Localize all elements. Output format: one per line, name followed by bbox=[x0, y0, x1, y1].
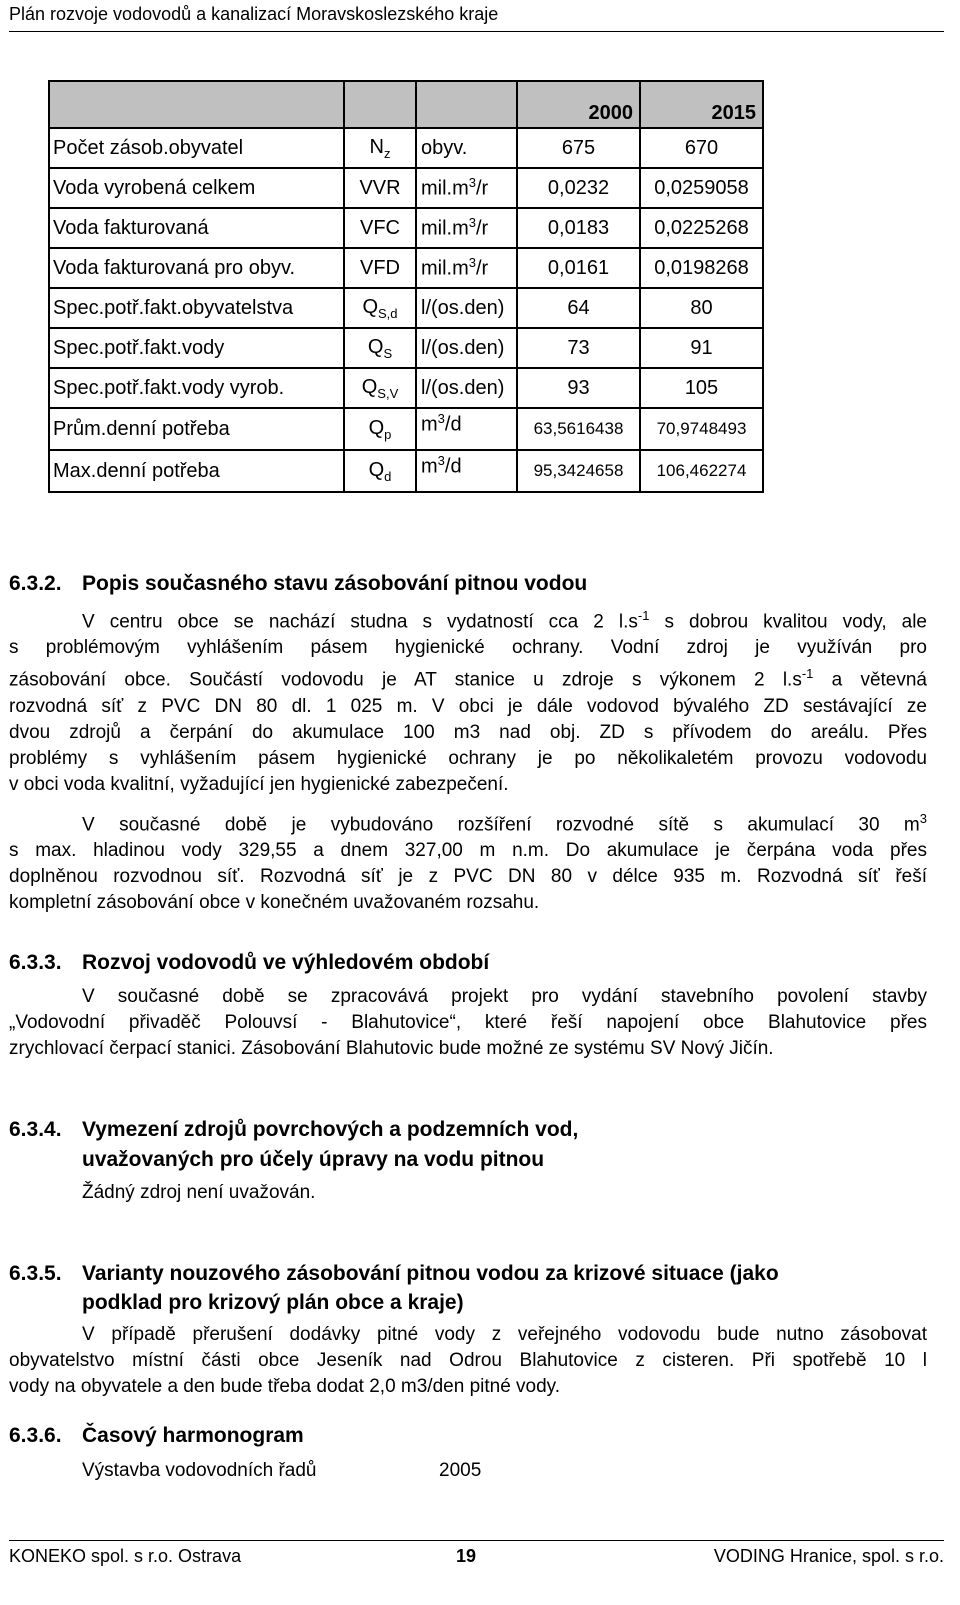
value-2000: 64 bbox=[517, 288, 640, 328]
section-number: 6.3.5. bbox=[9, 1262, 62, 1285]
table-header-row bbox=[49, 81, 763, 128]
section-text bbox=[9, 984, 927, 1062]
section-title: Varianty nouzového zásobování pitnou vodou za krizové situace (jako bbox=[82, 1262, 779, 1285]
text-line: V současné době se zpracovává projekt pro vydání stavebního povolení stavby bbox=[82, 986, 927, 1007]
text-line: v obci voda kvalitní, vyžadující jen hygienické zabezpečení. bbox=[9, 773, 509, 795]
section-text bbox=[9, 603, 927, 916]
section-number: 6.3.3. bbox=[9, 951, 62, 974]
row-symbol: $Q_{S,d}$ bbox=[344, 288, 416, 328]
section-heading-continued bbox=[9, 1148, 544, 1172]
text-line: „Vodovodní přivaděč Polouvsí - Blahutovice“, které řeší napojení obce Blahutovice přes bbox=[9, 1012, 927, 1033]
section-heading bbox=[9, 572, 587, 596]
text-line bbox=[9, 1458, 927, 1484]
text-line: s max. hladinou vody 329,55 a dnem 327,00 m n.m. Do akumulace je čerpána voda přes bbox=[9, 839, 927, 861]
row-symbol: $Q_S$ bbox=[344, 328, 416, 368]
text-line: kompletní zásobování obce v konečném uvažovaném rozsahu. bbox=[9, 891, 540, 913]
section-title: Popis současného stavu zásobování pitnou vodou bbox=[82, 572, 588, 595]
row-unit: $mil.m^3/r$ bbox=[416, 248, 517, 288]
row-unit: l/(os.den) bbox=[416, 328, 517, 368]
value-2015: 91 bbox=[640, 328, 763, 368]
value-2000: 95,3424658 bbox=[517, 450, 640, 492]
schedule-item-year: 2005 bbox=[439, 1460, 482, 1481]
text-line: dvou zdrojů a čerpání do akumulace 100 m3 nad obj. ZD s přívodem do areálu. Přes bbox=[9, 721, 927, 743]
row-label: Spec.potř.fakt.obyvatelstva bbox=[49, 288, 344, 328]
value-2000: 63,5616438 bbox=[517, 408, 640, 450]
header-cell-empty bbox=[416, 81, 517, 128]
table-row bbox=[49, 168, 763, 208]
row-symbol: $Q_p$ bbox=[344, 408, 416, 450]
row-label: Spec.potř.fakt.vody bbox=[49, 328, 344, 368]
section-heading-continued bbox=[9, 1291, 464, 1315]
text-line: problémy s vyhlášením pásem hygienické ochrany je po několikaletém provozu vodovodu bbox=[9, 747, 927, 769]
footer-right: VODING Hranice, spol. s r.o. bbox=[713, 1546, 944, 1566]
value-2015: 0,0259058 bbox=[640, 168, 763, 208]
text-line: s problémovým vyhlášením pásem hygienické ochrany. Vodní zdroj je využíván pro bbox=[9, 637, 927, 659]
section-heading bbox=[9, 1262, 779, 1286]
table-row bbox=[49, 128, 763, 168]
value-2000: 0,0161 bbox=[517, 248, 640, 288]
row-label: Počet zásob.obyvatel bbox=[49, 128, 344, 168]
row-unit: obyv. bbox=[416, 128, 517, 168]
text-line: doplněnou rozvodnou síť. Rozvodná síť je z PVC DN 80 v délce 935 m. Rozvodná síť řeší bbox=[9, 865, 927, 887]
value-2000: 93 bbox=[517, 368, 640, 408]
value-2000: 0,0183 bbox=[517, 208, 640, 248]
row-symbol: $Q_{S,V}$ bbox=[344, 368, 416, 408]
value-2015: 70,9748493 bbox=[640, 408, 763, 450]
value-2015: 80 bbox=[640, 288, 763, 328]
section-heading bbox=[9, 1424, 304, 1448]
value-2000: 0,0232 bbox=[517, 168, 640, 208]
value-2015: 105 bbox=[640, 368, 763, 408]
schedule-item bbox=[9, 1458, 927, 1484]
value-2000: 73 bbox=[517, 328, 640, 368]
section-number: 6.3.6. bbox=[9, 1424, 62, 1447]
table-row bbox=[49, 408, 763, 450]
text-line: zrychlovací čerpací stanici. Zásobování Blahutovic bude možné ze systému SV Nový Jičín. bbox=[9, 1038, 774, 1059]
table-row bbox=[49, 328, 763, 368]
page-header-title: Plán rozvoje vodovodů a kanalizací Moravskoslezského kraje bbox=[9, 4, 499, 24]
row-unit: l/(os.den) bbox=[416, 368, 517, 408]
header-cell-empty bbox=[49, 81, 344, 128]
section-title: Vymezení zdrojů povrchových a podzemních vod, bbox=[82, 1118, 579, 1141]
row-label: Voda vyrobená celkem bbox=[49, 168, 344, 208]
value-2015: 0,0198268 bbox=[640, 248, 763, 288]
section-number: 6.3.4. bbox=[9, 1118, 62, 1141]
text-line: V případě přerušení dodávky pitné vody z veřejného vodovodu bude nutno zásobovat bbox=[82, 1324, 927, 1345]
table-row bbox=[49, 450, 763, 492]
text-line: Žádný zdroj není uvažován. bbox=[82, 1182, 316, 1203]
header-rule bbox=[9, 31, 944, 32]
row-label: Voda fakturovaná bbox=[49, 208, 344, 248]
text-line: rozvodná síť z PVC DN 80 dl. 1 025 m. V obci je dále vodovod bývalého ZD sestávající ze bbox=[9, 695, 927, 717]
value-2015: 106,462274 bbox=[640, 450, 763, 492]
section-title: uvažovaných pro účely úpravy na vodu pitnou bbox=[82, 1148, 545, 1171]
section-text bbox=[9, 1180, 927, 1206]
section-title: Rozvoj vodovodů ve výhledovém období bbox=[82, 951, 490, 974]
row-label: Voda fakturovaná pro obyv. bbox=[49, 248, 344, 288]
section-heading bbox=[9, 1118, 578, 1142]
table-row bbox=[49, 208, 763, 248]
text-line: obyvatelstvo místní části obce Jeseník nad Odrou Blahutovice z cisteren. Při spotřebě 10 l bbox=[9, 1350, 927, 1371]
section-title: podklad pro krizový plán obce a kraje) bbox=[82, 1291, 464, 1314]
footer-left: KONEKO spol. s r.o. Ostrava bbox=[9, 1546, 242, 1566]
row-label: Spec.potř.fakt.vody vyrob. bbox=[49, 368, 344, 408]
section-text bbox=[9, 1322, 927, 1400]
value-2000: 675 bbox=[517, 128, 640, 168]
row-unit: $m^3/d$ bbox=[416, 408, 517, 450]
section-title: Časový harmonogram bbox=[82, 1424, 304, 1447]
page-number: 19 bbox=[456, 1546, 477, 1566]
section-number: 6.3.2. bbox=[9, 572, 62, 595]
row-label: Prům.denní potřeba bbox=[49, 408, 344, 450]
text-line: V současné době je vybudováno rozšíření rozvodné sítě s akumulací 30 $m^3$ bbox=[82, 810, 927, 835]
year-header: 2000 bbox=[517, 81, 640, 128]
row-unit: l/(os.den) bbox=[416, 288, 517, 328]
header-cell-empty bbox=[344, 81, 416, 128]
text-line: zásobování obce. Součástí vodovodu je AT stanice u zdroje s výkonem 2 $l.s^{-1}$ a větevná bbox=[9, 666, 927, 691]
text-line: vody na obyvatele a den bude třeba dodat 2,0 m3/den pitné vody. bbox=[9, 1376, 561, 1397]
water-demand-table bbox=[48, 80, 764, 493]
text-line: V centru obce se nachází studna s vydatností cca 2 $l.s^{-1}$ s dobrou kvalitou vody, ale bbox=[82, 608, 927, 633]
row-symbol: VVR bbox=[344, 168, 416, 208]
section-heading bbox=[9, 951, 489, 975]
table-row bbox=[49, 288, 763, 328]
row-symbol: VFC bbox=[344, 208, 416, 248]
row-label: Max.denní potřeba bbox=[49, 450, 344, 492]
table-row bbox=[49, 368, 763, 408]
row-symbol: $Q_d$ bbox=[344, 450, 416, 492]
value-2015: 0,0225268 bbox=[640, 208, 763, 248]
row-unit: $mil.m^3/r$ bbox=[416, 208, 517, 248]
year-header: 2015 bbox=[640, 81, 763, 128]
footer-rule bbox=[9, 1540, 944, 1541]
value-2015: 670 bbox=[640, 128, 763, 168]
row-symbol: VFD bbox=[344, 248, 416, 288]
table-row bbox=[49, 248, 763, 288]
row-unit: $m^3/d$ bbox=[416, 450, 517, 492]
row-unit: $mil.m^3/r$ bbox=[416, 168, 517, 208]
row-symbol: $N_z$ bbox=[344, 128, 416, 168]
schedule-item-label: Výstavba vodovodních řadů bbox=[82, 1460, 317, 1481]
